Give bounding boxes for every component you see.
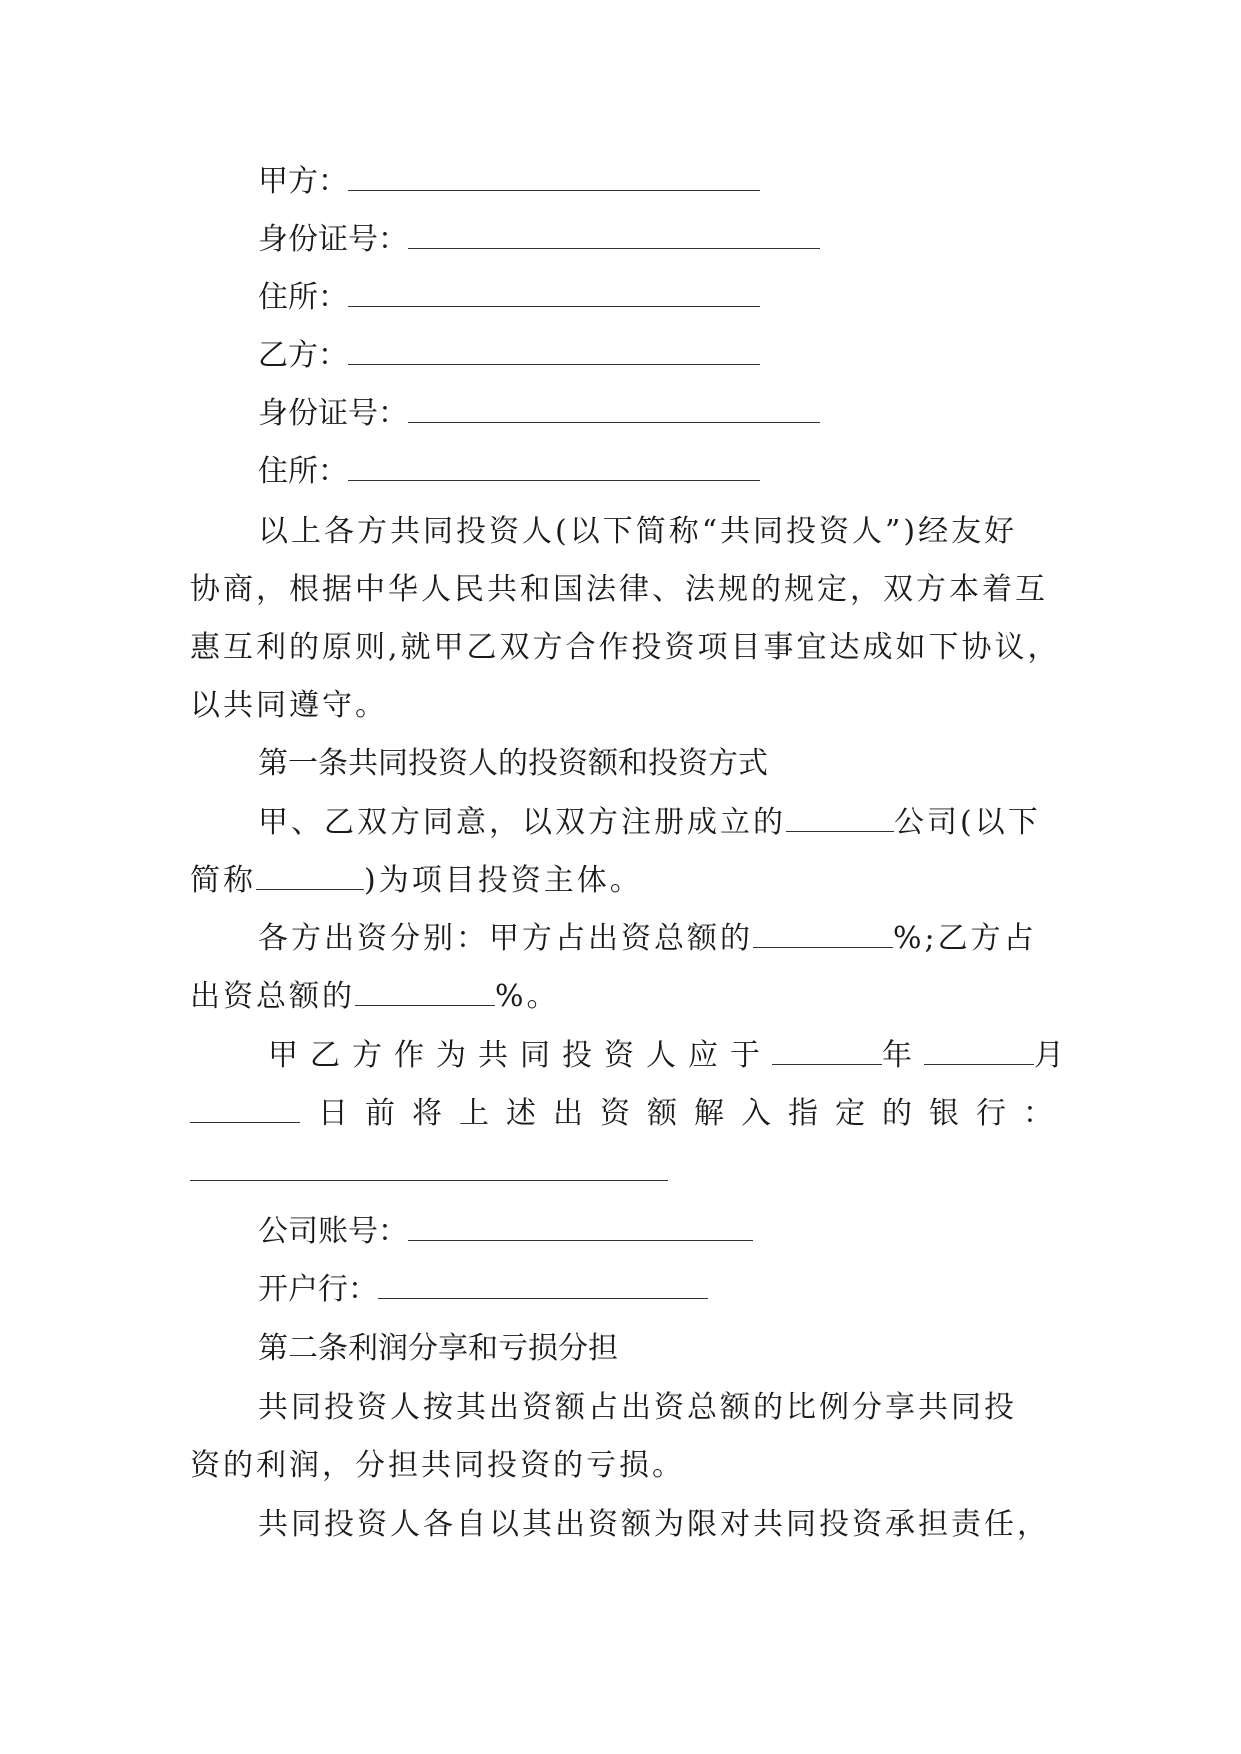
article-2-p1-line-1: 共同投资人按其出资额占出资总额的比例分享共同投 — [258, 1390, 1017, 1425]
intro-line-3: 惠互利的原则,就甲乙双方合作投资项目事宜达成如下协议， — [190, 630, 1061, 665]
party-a-line — [258, 162, 760, 202]
party-b-blank[interactable] — [348, 338, 760, 365]
bank-blank[interactable] — [378, 1272, 708, 1299]
article-1-p2-line-1 — [258, 919, 1037, 959]
article-1-p1-text-a: 甲、乙双方同意，以双方注册成立的 — [258, 805, 786, 840]
party-a-address-line — [258, 278, 760, 318]
party-b-address-line — [258, 452, 760, 492]
article-1-p3-text-a: 甲乙方作为共同投资人应于 — [268, 1038, 772, 1073]
article-2-p2-line-1: 共同投资人各自以其出资额为限对共同投资承担责任， — [258, 1507, 1050, 1542]
party-b-label: 乙方： — [258, 338, 348, 373]
article-1-p3-line-1 — [268, 1036, 1076, 1076]
article-1-p2-text-d: %。 — [495, 979, 560, 1014]
account-line — [258, 1212, 753, 1252]
party-a-blank[interactable] — [348, 164, 760, 191]
article-1-p3-day-text: 日前将上述出资额解入指定的银行： — [318, 1096, 1070, 1131]
day-blank[interactable] — [190, 1096, 300, 1123]
intro-line-4: 以共同遵守。 — [190, 688, 388, 723]
intro-line-1: 以上各方共同投资人(以下简称“共同投资人”)经友好 — [258, 514, 1018, 549]
article-1-p1-text-d: )为项目投资主体。 — [364, 863, 643, 898]
article-1-p3-line-2 — [190, 1094, 1070, 1134]
party-b-id-line — [258, 394, 820, 434]
company-name-blank[interactable] — [786, 805, 894, 832]
company-short-name-blank[interactable] — [256, 863, 364, 890]
party-b-line — [258, 336, 760, 376]
party-a-id-label: 身份证号： — [258, 222, 408, 257]
account-blank[interactable] — [408, 1214, 753, 1241]
party-b-share-blank[interactable] — [355, 979, 495, 1006]
article-1-p2-line-2 — [190, 977, 560, 1017]
article-1-p2-text-a: 各方出资分别：甲方占出资总额的 — [258, 921, 753, 956]
party-a-id-line — [258, 220, 820, 260]
bank-name-blank[interactable] — [190, 1154, 668, 1181]
article-2-p1-line-2: 资的利润，分担共同投资的亏损。 — [190, 1448, 685, 1483]
article-2-heading: 第二条利润分享和亏损分担 — [258, 1331, 618, 1366]
article-1-p1-line-2 — [190, 861, 643, 901]
article-1-p2-text-b: %;乙方占 — [893, 921, 1037, 956]
party-b-address-label: 住所： — [258, 454, 348, 489]
article-1-p1-text-c: 简称 — [190, 863, 256, 898]
article-1-p3-year: 年 — [882, 1038, 924, 1073]
party-a-address-label: 住所： — [258, 280, 348, 315]
bank-label: 开户行： — [258, 1272, 378, 1307]
article-1-p2-text-c: 出资总额的 — [190, 979, 355, 1014]
party-b-address-blank[interactable] — [348, 454, 760, 481]
party-a-share-blank[interactable] — [753, 921, 893, 948]
party-a-label: 甲方： — [258, 164, 348, 199]
party-a-address-blank[interactable] — [348, 280, 760, 307]
article-1-heading: 第一条共同投资人的投资额和投资方式 — [258, 746, 768, 781]
bank-line — [258, 1270, 708, 1310]
article-1-p3-month: 月 — [1034, 1038, 1076, 1073]
month-blank[interactable] — [924, 1038, 1034, 1065]
party-b-id-label: 身份证号： — [258, 396, 408, 431]
party-b-id-blank[interactable] — [408, 396, 820, 423]
article-1-p1-line-1 — [258, 803, 1041, 843]
account-label: 公司账号： — [258, 1214, 408, 1249]
article-1-p1-text-b: 公司(以下 — [894, 805, 1041, 840]
intro-line-2: 协商，根据中华人民共和国法律、法规的规定，双方本着互 — [190, 572, 1048, 607]
bank-name-line — [190, 1152, 668, 1192]
year-blank[interactable] — [772, 1038, 882, 1065]
party-a-id-blank[interactable] — [408, 222, 820, 249]
